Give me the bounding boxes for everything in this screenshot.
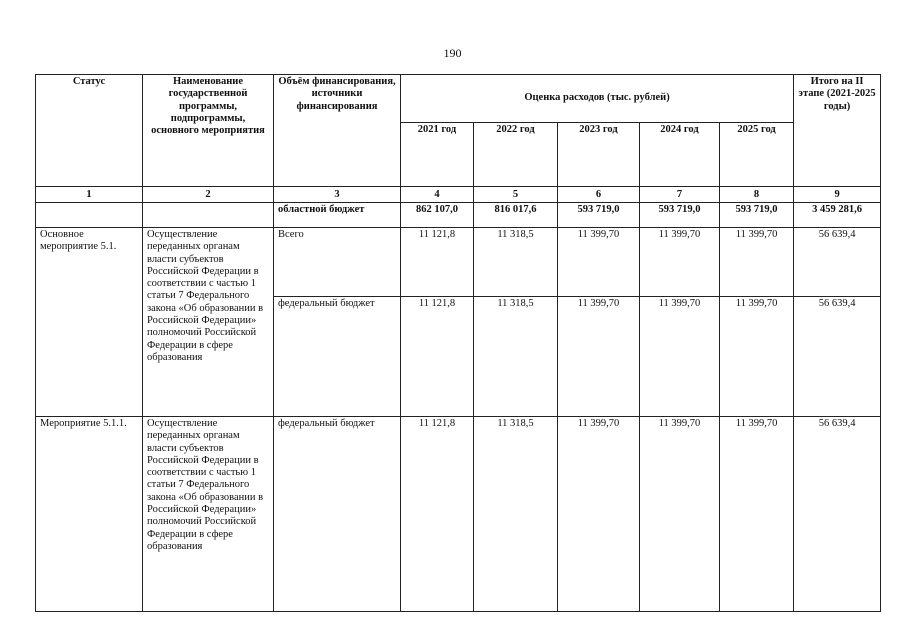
table-row: [36, 417, 881, 612]
column-number: 4: [401, 187, 474, 203]
funding-source: федеральный бюджет: [274, 417, 401, 612]
header-program: Наименование государственной программы, подпрограммы, основного мероприятия: [143, 75, 274, 187]
total-value: 56 639,4: [794, 417, 881, 612]
year-value: 11 318,5: [474, 297, 558, 417]
header-funding: Объём финансирования, источники финансирования: [274, 75, 401, 187]
row-name: Осуществление переданных органам власти субъектов Российской Федерации в соответствии с частью 1 статьи 7 Федерального закона «Об образовании в Российской Федерации» полномочий Российской Федерации в сфере образования: [143, 228, 274, 417]
column-number: 1: [36, 187, 143, 203]
row-name: Осуществление переданных органам власти субъектов Российской Федерации в соответствии с частью 1 статьи 7 Федерального закона «Об образовании в Российской Федерации» полномочий Российской Федерации в сфере образования: [143, 417, 274, 612]
page-number: 190: [443, 46, 462, 60]
funding-source: федеральный бюджет: [274, 297, 401, 417]
year-value: 11 399,70: [640, 228, 720, 297]
year-value: 593 719,0: [558, 203, 640, 228]
year-value: 11 399,70: [558, 297, 640, 417]
year-value: 11 318,5: [474, 228, 558, 297]
header-year: 2024 год: [640, 123, 720, 187]
header-year: 2023 год: [558, 123, 640, 187]
total-value: 56 639,4: [794, 228, 881, 297]
header-year: 2025 год: [720, 123, 794, 187]
total-value: 3 459 281,6: [794, 203, 881, 228]
column-number: 3: [274, 187, 401, 203]
empty-cell: [143, 203, 274, 228]
regional-budget-row: [36, 203, 881, 228]
funding-source: областной бюджет: [274, 203, 401, 228]
column-number: 2: [143, 187, 274, 203]
column-number: 5: [474, 187, 558, 203]
year-value: 11 121,8: [401, 417, 474, 612]
header-year: 2021 год: [401, 123, 474, 187]
year-value: 11 121,8: [401, 297, 474, 417]
year-value: 11 399,70: [558, 417, 640, 612]
column-numbers-row: [36, 187, 881, 203]
column-number: 8: [720, 187, 794, 203]
year-value: 11 399,70: [640, 417, 720, 612]
year-value: 816 017,6: [474, 203, 558, 228]
year-value: 11 318,5: [474, 417, 558, 612]
total-value: 56 639,4: [794, 297, 881, 417]
year-value: 593 719,0: [720, 203, 794, 228]
year-value: 11 121,8: [401, 228, 474, 297]
table-row: [36, 228, 881, 297]
row-status: Основное мероприятие 5.1.: [36, 228, 143, 417]
budget-table: [35, 74, 881, 612]
year-value: 11 399,70: [640, 297, 720, 417]
year-value: 11 399,70: [720, 228, 794, 297]
header-status: Статус: [36, 75, 143, 187]
row-status: Мероприятие 5.1.1.: [36, 417, 143, 612]
empty-cell: [36, 203, 143, 228]
column-number: 7: [640, 187, 720, 203]
column-number: 6: [558, 187, 640, 203]
year-value: 11 399,70: [720, 417, 794, 612]
year-value: 11 399,70: [720, 297, 794, 417]
header-year: 2022 год: [474, 123, 558, 187]
year-value: 862 107,0: [401, 203, 474, 228]
header-row: [36, 75, 881, 123]
header-total: Итого на II этапе (2021-2025 годы): [794, 75, 881, 187]
year-value: 11 399,70: [558, 228, 640, 297]
funding-source: Всего: [274, 228, 401, 297]
year-value: 593 719,0: [640, 203, 720, 228]
header-estimate: Оценка расходов (тыс. рублей): [401, 75, 794, 123]
column-number: 9: [794, 187, 881, 203]
